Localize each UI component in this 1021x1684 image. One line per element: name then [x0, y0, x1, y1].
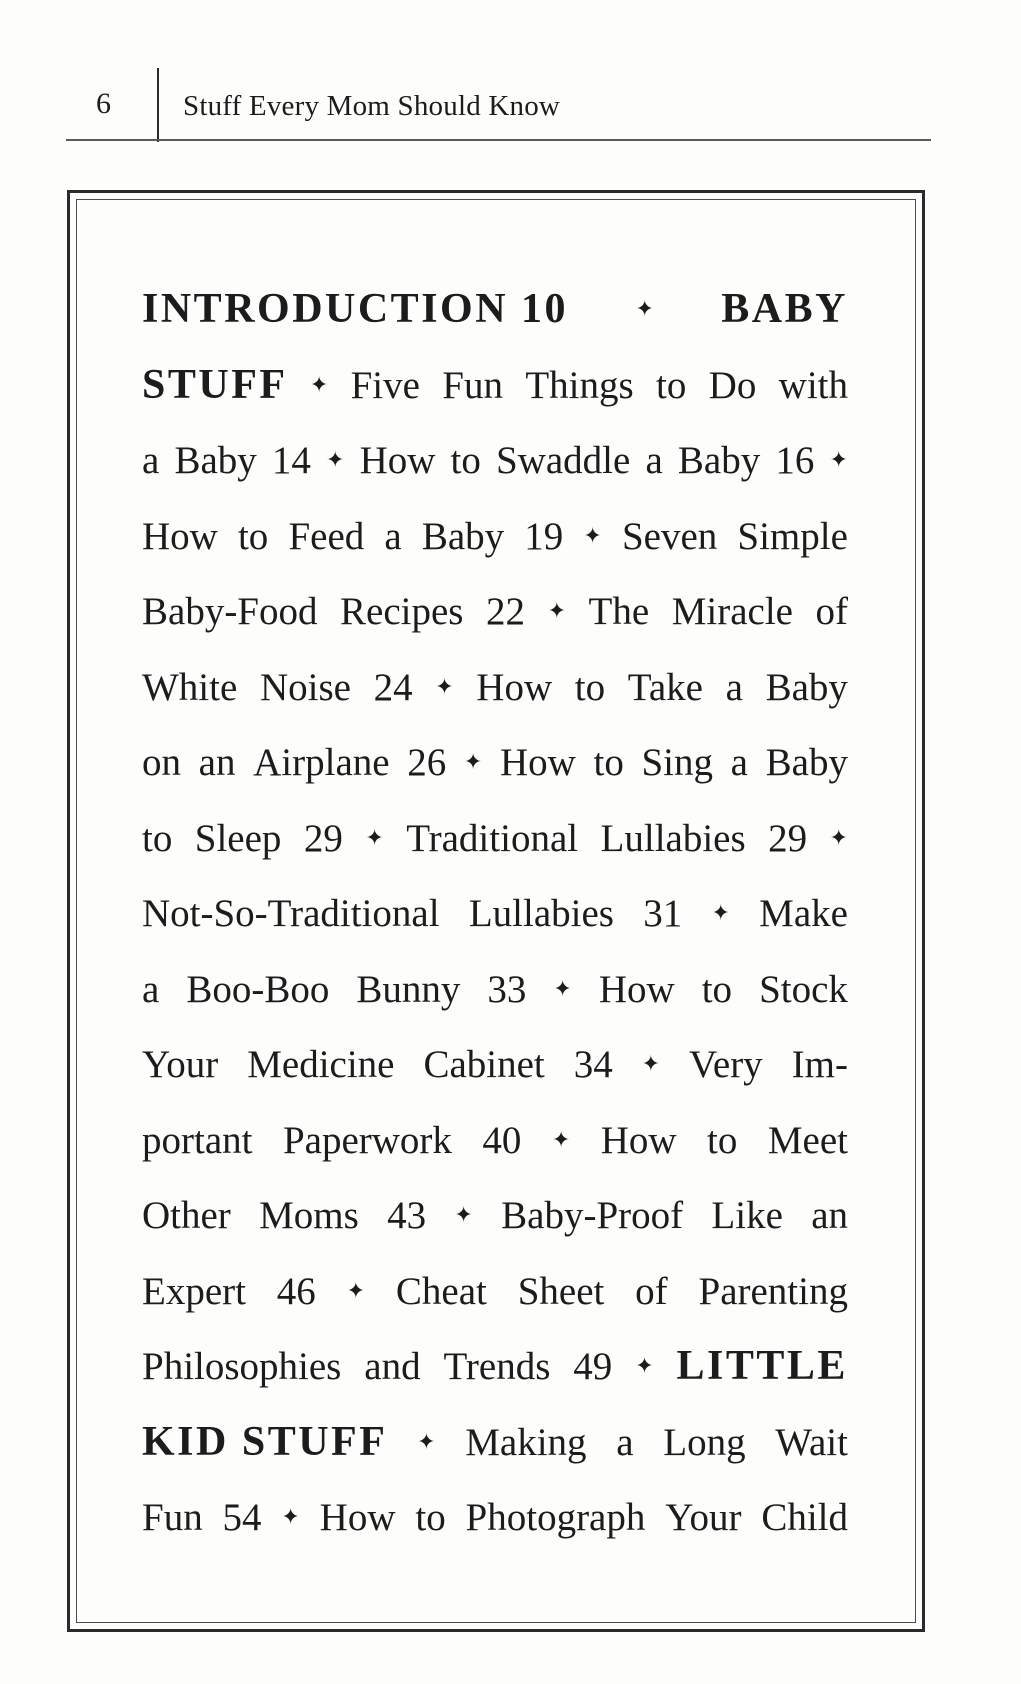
toc-word: Airplane: [253, 741, 390, 784]
toc-word: Five: [350, 363, 420, 407]
toc-word: Parenting: [698, 1269, 848, 1313]
separator-ornament-icon: ✦: [435, 673, 454, 699]
toc-line: [142, 650, 848, 726]
toc-word: Take: [627, 665, 703, 709]
table-of-contents: [142, 272, 848, 1556]
toc-word: Boo-Boo: [186, 967, 330, 1011]
toc-word: Your: [142, 1043, 219, 1086]
toc-word: to: [142, 816, 173, 860]
toc-word: Lullabies: [600, 816, 746, 860]
separator-ornament-icon: ✦: [346, 1277, 366, 1303]
toc-line: [142, 725, 848, 801]
toc-line: [142, 1480, 848, 1556]
toc-word: Lullabies: [468, 892, 614, 935]
toc-word: portant: [142, 1118, 253, 1162]
toc-word: to: [237, 514, 269, 558]
toc-word: with: [778, 363, 848, 407]
toc-word: to: [593, 741, 624, 784]
toc-word: Recipes: [340, 590, 464, 633]
toc-word: Philosophies: [142, 1345, 342, 1388]
separator-ornament-icon: ✦: [829, 824, 848, 850]
toc-word: and: [364, 1345, 421, 1388]
toc-word: Meet: [767, 1118, 848, 1162]
toc-word: an: [198, 741, 236, 784]
toc-word: Making: [465, 1420, 587, 1464]
toc-word: How: [600, 1118, 677, 1162]
toc-word: Baby: [174, 439, 257, 482]
header-rule: [66, 139, 931, 141]
running-title: Stuff Every Mom Should Know: [183, 90, 561, 122]
toc-word: Things: [525, 363, 634, 407]
toc-word: to: [415, 1496, 446, 1539]
toc-line: [142, 1103, 848, 1179]
toc-word: a: [142, 439, 160, 482]
page-number: 6: [96, 87, 111, 120]
toc-word: to: [450, 439, 481, 482]
toc-word: Medicine: [247, 1043, 395, 1086]
toc-word: 19: [524, 514, 564, 558]
toc-word: Traditional: [406, 816, 579, 860]
toc-word: Noise: [259, 665, 351, 709]
separator-ornament-icon: ✦: [547, 598, 566, 623]
section-heading: STUFF: [142, 361, 288, 408]
toc-word: a: [142, 967, 160, 1011]
toc-word: Baby: [677, 439, 761, 482]
toc-word: Miracle: [671, 590, 793, 633]
toc-word: Seven: [621, 514, 718, 558]
toc-word: 49: [573, 1345, 613, 1388]
toc-word: Cheat: [395, 1269, 487, 1313]
toc-line: [142, 801, 848, 877]
toc-line: [142, 876, 848, 952]
toc-word: Sleep: [194, 816, 282, 860]
toc-word: Expert: [142, 1269, 246, 1313]
toc-line: [142, 1254, 848, 1330]
toc-word: a: [725, 665, 743, 709]
toc-word: Bunny: [356, 967, 461, 1011]
toc-word: Like: [711, 1194, 783, 1237]
separator-ornament-icon: ✦: [635, 1353, 654, 1378]
toc-word: 34: [573, 1043, 613, 1086]
separator-ornament-icon: ✦: [641, 1051, 661, 1076]
toc-word: How: [476, 665, 553, 709]
toc-line: [142, 1027, 848, 1103]
section-heading: KID STUFF: [142, 1418, 388, 1465]
separator-ornament-icon: ✦: [553, 975, 572, 1001]
toc-word: to: [574, 665, 606, 709]
section-heading: LITTLE: [676, 1343, 848, 1389]
toc-word: a: [730, 741, 748, 784]
toc-word: 26: [407, 741, 447, 784]
toc-word: How: [598, 967, 675, 1011]
toc-word: Simple: [737, 514, 848, 558]
toc-word: an: [811, 1194, 848, 1237]
toc-word: Im-: [791, 1043, 848, 1086]
toc-word: Moms: [259, 1194, 359, 1237]
separator-ornament-icon: ✦: [417, 1428, 436, 1454]
toc-line: [142, 348, 848, 424]
running-header: [0, 0, 1021, 150]
separator-ornament-icon: ✦: [365, 824, 384, 850]
toc-word: to: [701, 967, 733, 1011]
toc-word: a: [645, 439, 663, 482]
toc-word: Make: [759, 892, 848, 935]
toc-word: of: [815, 590, 848, 633]
toc-word: Stock: [759, 967, 848, 1011]
toc-word: 24: [373, 665, 413, 709]
toc-word: Baby: [765, 665, 848, 709]
toc-word: Not-So-Traditional: [142, 892, 440, 935]
separator-ornament-icon: ✦: [281, 1504, 300, 1529]
toc-word: Baby-Food: [142, 590, 318, 633]
toc-word: 29: [303, 816, 343, 860]
toc-word: Fun: [442, 363, 503, 407]
toc-line: [142, 423, 848, 499]
separator-ornament-icon: ✦: [454, 1202, 473, 1227]
separator-ornament-icon: ✦: [309, 371, 329, 397]
header-divider: [157, 68, 159, 142]
toc-word: Trends: [443, 1345, 551, 1388]
toc-word: Baby-Proof: [501, 1194, 684, 1237]
toc-word: The: [588, 590, 650, 633]
toc-word: Long: [663, 1420, 746, 1464]
toc-word: Child: [761, 1496, 848, 1539]
toc-word: 33: [487, 967, 527, 1011]
toc-word: 54: [222, 1496, 262, 1539]
toc-word: 16: [775, 439, 815, 482]
toc-word: Sing: [641, 741, 714, 784]
section-heading: INTRODUCTION 10: [142, 286, 569, 332]
toc-line: [142, 272, 848, 348]
toc-word: 40: [482, 1118, 522, 1162]
separator-ornament-icon: ✦: [551, 1126, 571, 1152]
toc-word: Photograph: [465, 1496, 646, 1539]
toc-word: of: [635, 1269, 668, 1313]
toc-line: [142, 574, 848, 650]
toc-word: 46: [276, 1269, 316, 1313]
toc-line: [142, 1329, 848, 1405]
separator-ornament-icon: ✦: [711, 900, 730, 925]
toc-word: Swaddle: [496, 439, 631, 482]
toc-word: Do: [708, 363, 757, 407]
separator-ornament-icon: ✦: [583, 522, 602, 548]
toc-word: Fun: [142, 1496, 203, 1539]
toc-word: a: [384, 514, 402, 558]
toc-word: Very: [689, 1043, 763, 1086]
toc-word: Cabinet: [423, 1043, 545, 1086]
toc-word: Baby: [421, 514, 505, 558]
separator-ornament-icon: ✦: [326, 447, 345, 472]
toc-word: 14: [271, 439, 311, 482]
toc-line: [142, 1178, 848, 1254]
toc-word: Feed: [288, 514, 365, 558]
toc-line: [142, 952, 848, 1028]
toc-line: [142, 499, 848, 575]
toc-word: Paperwork: [282, 1118, 452, 1162]
toc-word: to: [707, 1118, 738, 1162]
toc-word: 43: [387, 1194, 427, 1237]
section-heading: BABY: [721, 286, 848, 332]
toc-word: Baby: [765, 741, 848, 784]
toc-word: to: [655, 363, 687, 407]
toc-word: 31: [643, 892, 683, 935]
separator-ornament-icon: ✦: [829, 447, 848, 472]
toc-word: How: [499, 741, 576, 784]
toc-word: White: [142, 665, 238, 709]
toc-word: Your: [665, 1496, 742, 1539]
toc-word: How: [319, 1496, 396, 1539]
toc-word: a: [616, 1420, 634, 1464]
toc-word: How: [142, 514, 218, 558]
separator-ornament-icon: ✦: [463, 749, 483, 774]
toc-word: 22: [486, 590, 526, 633]
toc-word: Other: [142, 1194, 231, 1237]
separator-ornament-icon: ✦: [635, 296, 654, 321]
toc-word: on: [142, 741, 181, 784]
toc-word: 29: [768, 816, 808, 860]
toc-line: [142, 1405, 848, 1481]
toc-word: Sheet: [517, 1269, 605, 1313]
toc-word: Wait: [775, 1420, 848, 1464]
toc-word: How: [359, 439, 436, 482]
